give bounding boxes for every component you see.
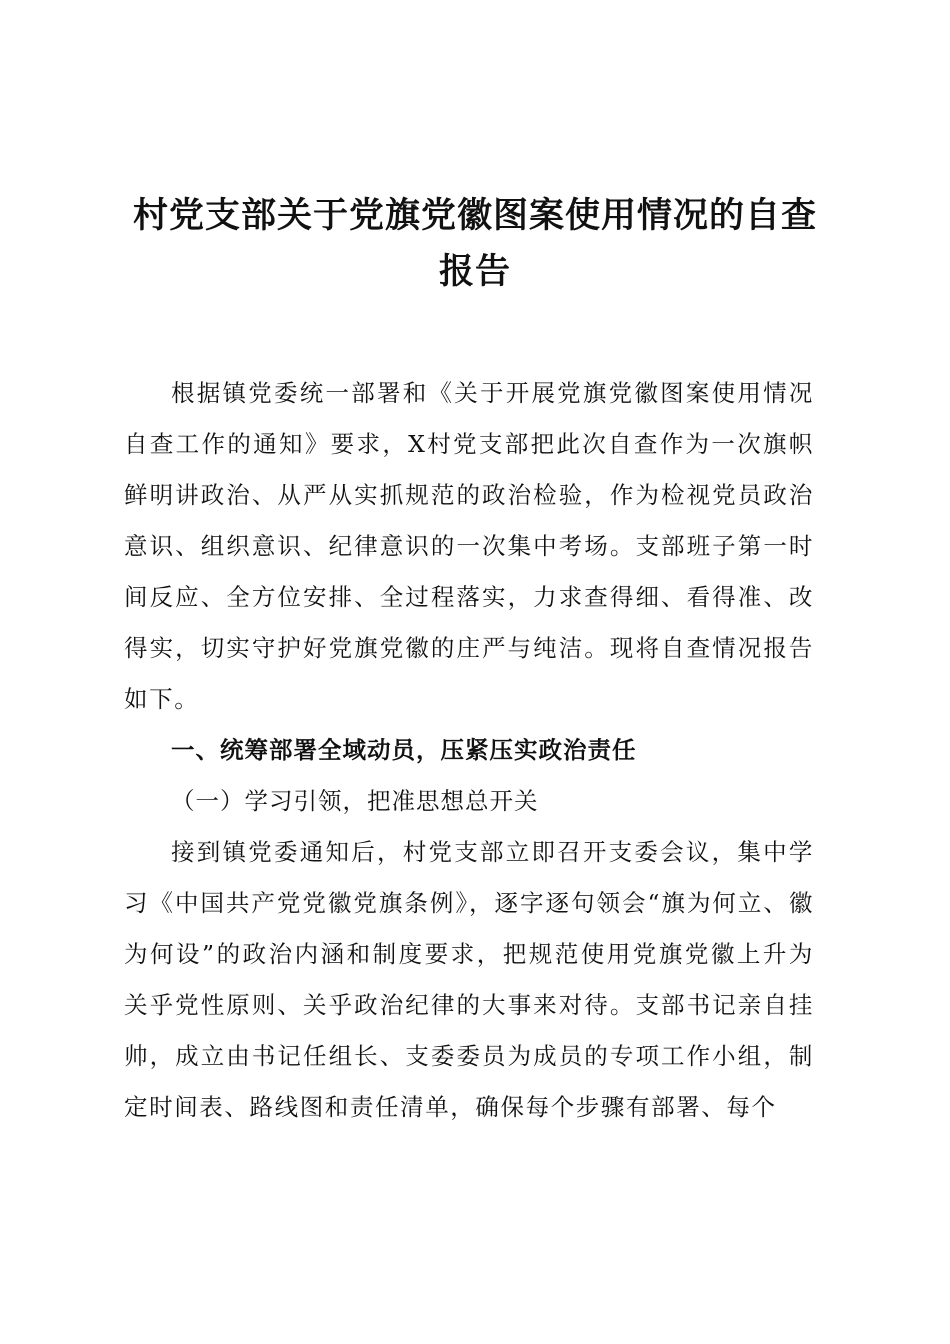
document-body bbox=[124, 368, 814, 1133]
section-heading-1: 一、统筹部署全域动员，压紧压实政治责任 bbox=[171, 736, 637, 764]
subsection-paragraph-1-1: 接到镇党委通知后，村党支部立即召开支委会议，集中学习《中国共产党党徽党旗条例》，逐字逐句领会“旗为何立、徽为何设”的政治内涵和制度要求，把规范使用党旗党徽上升为关乎党性原则、关乎政治纪律的大事来对待。支部书记亲自挂帅，成立由书记任组长、支委委员为成员的专项工作小组，制定时间表、路线图和责任清单，确保每个步骤有部署、每个 bbox=[124, 838, 814, 1121]
document-title: 村党支部关于党旗党徽图案使用情况的自查报告 bbox=[132, 195, 817, 292]
intro-paragraph: 根据镇党委统一部署和《关于开展党旗党徽图案使用情况自查工作的通知》要求，X村党支部把此次自查作为一次旗帜鲜明讲政治、从严从实抓规范的政治检验，作为检视党员政治意识、组织意识、纪律意识的一次集中考场。支部班子第一时间反应、全方位安排、全过程落实，力求查得细、看得准、改得实，切实守护好党旗党徽的庄严与纯洁。现将自查情况报告如下。 bbox=[124, 379, 814, 713]
subsection-heading-1-1: （一）学习引领，把准思想总开关 bbox=[171, 787, 539, 815]
